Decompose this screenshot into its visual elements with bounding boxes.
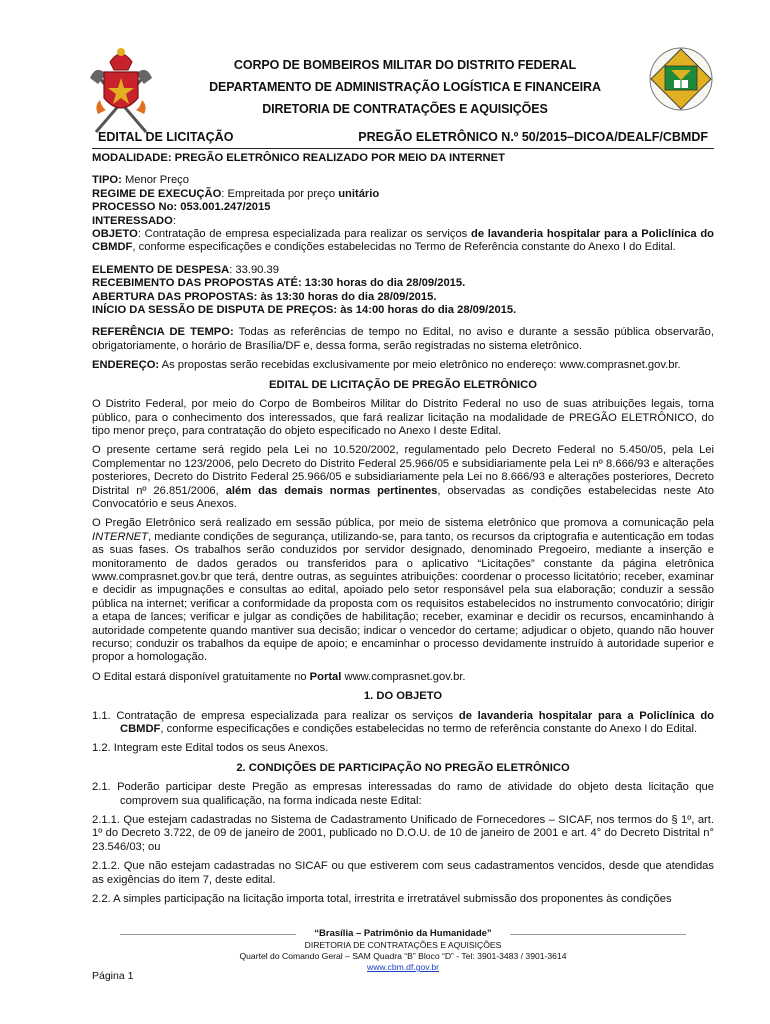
section-1-title: 1. DO OBJETO [363, 690, 443, 703]
edital-paragraph-1: O Distrito Federal, por meio do Corpo de Bombeiros Militar do Distrito Federal no uso de suas atribuições legais, torna público, para o conhecimento dos interessados, que fará realizar licitação na modalidade de PREGÃO ELETRÔNICO, do tipo menor preço, para contratação do objeto especificado no Anexo I deste Edital. [92, 398, 714, 437]
interessado-label: INTERESSADO [92, 214, 173, 227]
edital-label: EDITAL DE LICITAÇÃO [98, 130, 234, 144]
footer-motto [92, 928, 714, 940]
p4-text: O Edital estará disponível gratuitamente no [92, 670, 310, 683]
referencia-tempo [92, 326, 714, 353]
item-1-1 [92, 710, 714, 737]
tempo-label: REFERÊNCIA DE TEMPO: [92, 326, 234, 339]
cbmdf-emblem-icon [88, 44, 154, 136]
regime-label: REGIME DE EXECUÇÃO [92, 187, 222, 200]
modalidade: MODALIDADE: PREGÃO ELETRÔNICO REALIZADO POR MEIO DA INTERNET [92, 152, 505, 164]
endereco [92, 359, 714, 372]
document-body [92, 152, 714, 913]
footer-department: DIRETORIA DE CONTRATAÇÕES E AQUISIÇÕES [304, 940, 502, 950]
p2-end: , observadas as condições estabelecidas neste Ato Convocatório e seus Anexos. [92, 484, 715, 510]
endereco-text: As propostas serão recebidas exclusivamente por meio eletrônico no endereço: www.comprasnet.gov.br. [159, 359, 681, 372]
p2-bold: além das demais normas pertinentes [225, 484, 438, 497]
item-1-1-text: Contratação de empresa especializada para realizar os serviços [110, 709, 459, 722]
footer-address: Quartel do Comando Geral – SAM Quadra “B” Bloco “D” - Tel: 3901-3483 / 3901-3614 [239, 951, 567, 961]
tipo-label: TIPO: [92, 174, 122, 187]
footer-rule-left [120, 934, 296, 935]
p3-italic: INTERNET [92, 530, 148, 543]
item-2-2: 2.2. A simples participação na licitação importa total, irrestrita e irretratável submissão dos proponentes às condições [92, 893, 672, 906]
item-1-1-bold: de lavanderia hospitalar para a Policlínica do CBMDF [120, 709, 715, 736]
footer-website-link[interactable]: www.cbm.df.gov.br [367, 962, 439, 972]
header-org: CORPO DE BOMBEIROS MILITAR DO DISTRITO FEDERAL [233, 58, 577, 72]
item-1-1-text-end: , conforme especificações e condições estabelecidas no termo de referência constante do Anexo I do Edital. [160, 723, 698, 736]
p3-text: O Pregão Eletrônico será realizado em sessão pública, por meio de sistema eletrônico que promova a comunicação pela [92, 517, 714, 530]
edital-title-row [92, 130, 712, 148]
footer-motto-text: “Brasília – Patrimônio da Humanidade” [314, 928, 492, 939]
objeto-text-end: , conforme especificações e condições estabelecidas no Termo de Referência constante do Anexo I do Edital. [132, 241, 676, 254]
processo-line: PROCESSO No: 053.001.247/2015 [92, 201, 271, 214]
item-1-1-number: 1.1. [92, 709, 111, 722]
df-coat-of-arms-icon [648, 46, 714, 112]
page-footer [92, 928, 714, 973]
p3-text-end: , mediante condições de segurança, utilizando-se, para tanto, os recursos da criptografia e autenticação em todas as suas fases. Os trabalhos serão conduzidos por servidor designado, denominado Pregoeiro, mediante a inserção e monitoramento de dados gerados ou transferidos para o aplicativo “Licitações” constante da página eletrônica www.comprasnet.gov.br que terá, dentre outras, as seguintes atribuições: coordenar o processo licitatório; receber, examinar e decidir as impugnações e consultas ao edital, apoiado pelo setor responsável pela sua elaboração; conduzir a sessão pública na internet; verificar a conformidade da proposta com os requisitos estabelecidos no instrumento convocatório; dirigir a etapa de lances; verificar e julgar as condições de habilitação; receber, examinar e decidir os recursos, encaminhando à autoridade competente quando mantiver sua decisão; indicar o vencedor do certame; adjudicar o objeto, quando não houver recurso; conduzir os trabalhos da equipe de apoio; e encaminhar o processo devidamente instruído à autoridade superior e propor a homologação. [92, 530, 714, 664]
p4-bold: Portal [309, 670, 342, 683]
interessado-line [92, 215, 714, 228]
objeto-label: OBJETO [92, 228, 138, 241]
pregao-number: PREGÃO ELETRÔNICO N.º 50/2015–DICOA/DEALF/CBMDF [358, 130, 708, 144]
header-directorate: DIRETORIA DE CONTRATAÇÕES E AQUISIÇÕES [262, 102, 548, 116]
regime-value: : Empreitada por preço [221, 187, 339, 200]
edital-paragraph-3 [92, 517, 714, 664]
p4-text-end: www.comprasnet.gov.br. [341, 670, 466, 683]
tipo-line [92, 174, 714, 187]
objeto-text: : Contratação de empresa especializada para realizar os serviços [137, 228, 471, 241]
edital-paragraph-2 [92, 444, 714, 511]
header-divider [92, 148, 714, 149]
edital-paragraph-4 [92, 671, 714, 684]
inicio-line: INÍCIO DA SESSÃO DE DISPUTA DE PREÇOS: às 14:00 horas do dia 28/09/2015. [92, 304, 517, 317]
item-1-2: 1.2. Integram este Edital todos os seus Anexos. [92, 742, 329, 755]
elemento-value: : 33.90.39 [229, 263, 279, 276]
item-2-1-2: 2.1.2. Que não estejam cadastradas no SICAF ou que estiverem com seus cadastramentos vencidos, desde que atendidas as exigências do item 7, deste edital. [92, 860, 714, 886]
interessado-value: : [172, 214, 176, 227]
section-2-title: 2. CONDIÇÕES DE PARTICIPAÇÃO NO PREGÃO ELETRÔNICO [236, 761, 570, 774]
tempo-text: Todas as referências de tempo no Edital, no aviso e durante a sessão pública observarão, obrigatoriamente, o horário de Brasília/DF e, dessa forma, serão registradas no sistema eletrônico. [92, 326, 714, 352]
footer-rule-right [510, 934, 686, 935]
header-department: DEPARTAMENTO DE ADMINISTRAÇÃO LOGÍSTICA E FINANCEIRA [209, 80, 601, 94]
regime-line [92, 188, 714, 201]
recebimento-line: RECEBIMENTO DAS PROPOSTAS ATÉ: 13:30 horas do dia 28/09/2015. [92, 277, 466, 290]
elemento-label: ELEMENTO DE DESPESA [92, 263, 230, 276]
objeto-paragraph [92, 228, 714, 255]
edital-section-title: EDITAL DE LICITAÇÃO DE PREGÃO ELETRÔNICO [269, 378, 537, 391]
elemento-line [92, 264, 714, 277]
endereco-label: ENDEREÇO: [92, 359, 160, 372]
regime-bold: unitário [338, 187, 380, 200]
p2-text: O presente certame será regido pela Lei no 10.520/2002, regulamentado pelo Decreto Federal no 5.450/05, pela Lei Complementar no 123/2006, pelo Decreto do Distrito Federal 25.966/05 e subsidiariamente pela Lei nº 8.666/93 e alterações posteriores, Decreto do Distrito Federal 25.966/05 e subsidiariamente pela Lei no 8.666/93 e alterações posteriores, Decreto Distrital nº 26.851/2006, [92, 444, 714, 497]
item-2-1: 2.1. Poderão participar deste Pregão as empresas interessadas do ramo de atividade do objeto desta licitação que comprovem sua qualificação, na forma indicada neste Edital: [92, 781, 714, 807]
page-number: Página 1 [92, 970, 134, 982]
objeto-bold: de lavanderia hospitalar para a Policlínica do CBMDF [92, 228, 714, 254]
abertura-line: ABERTURA DAS PROPOSTAS: às 13:30 horas do dia 28/09/2015. [92, 290, 437, 303]
tipo-value: Menor Preço [121, 174, 189, 187]
item-2-1-1: 2.1.1. Que estejam cadastradas no Sistema de Cadastramento Unificado de Fornecedores – SICAF, nos termos do § 1º, art. 1º do Decreto 3.722, de 09 de janeiro de 2001, publicado no D.O.U. de 10 de janeiro de 2001 e art. 4° do Decreto Distrital n° 23.546/03; ou [92, 814, 714, 853]
